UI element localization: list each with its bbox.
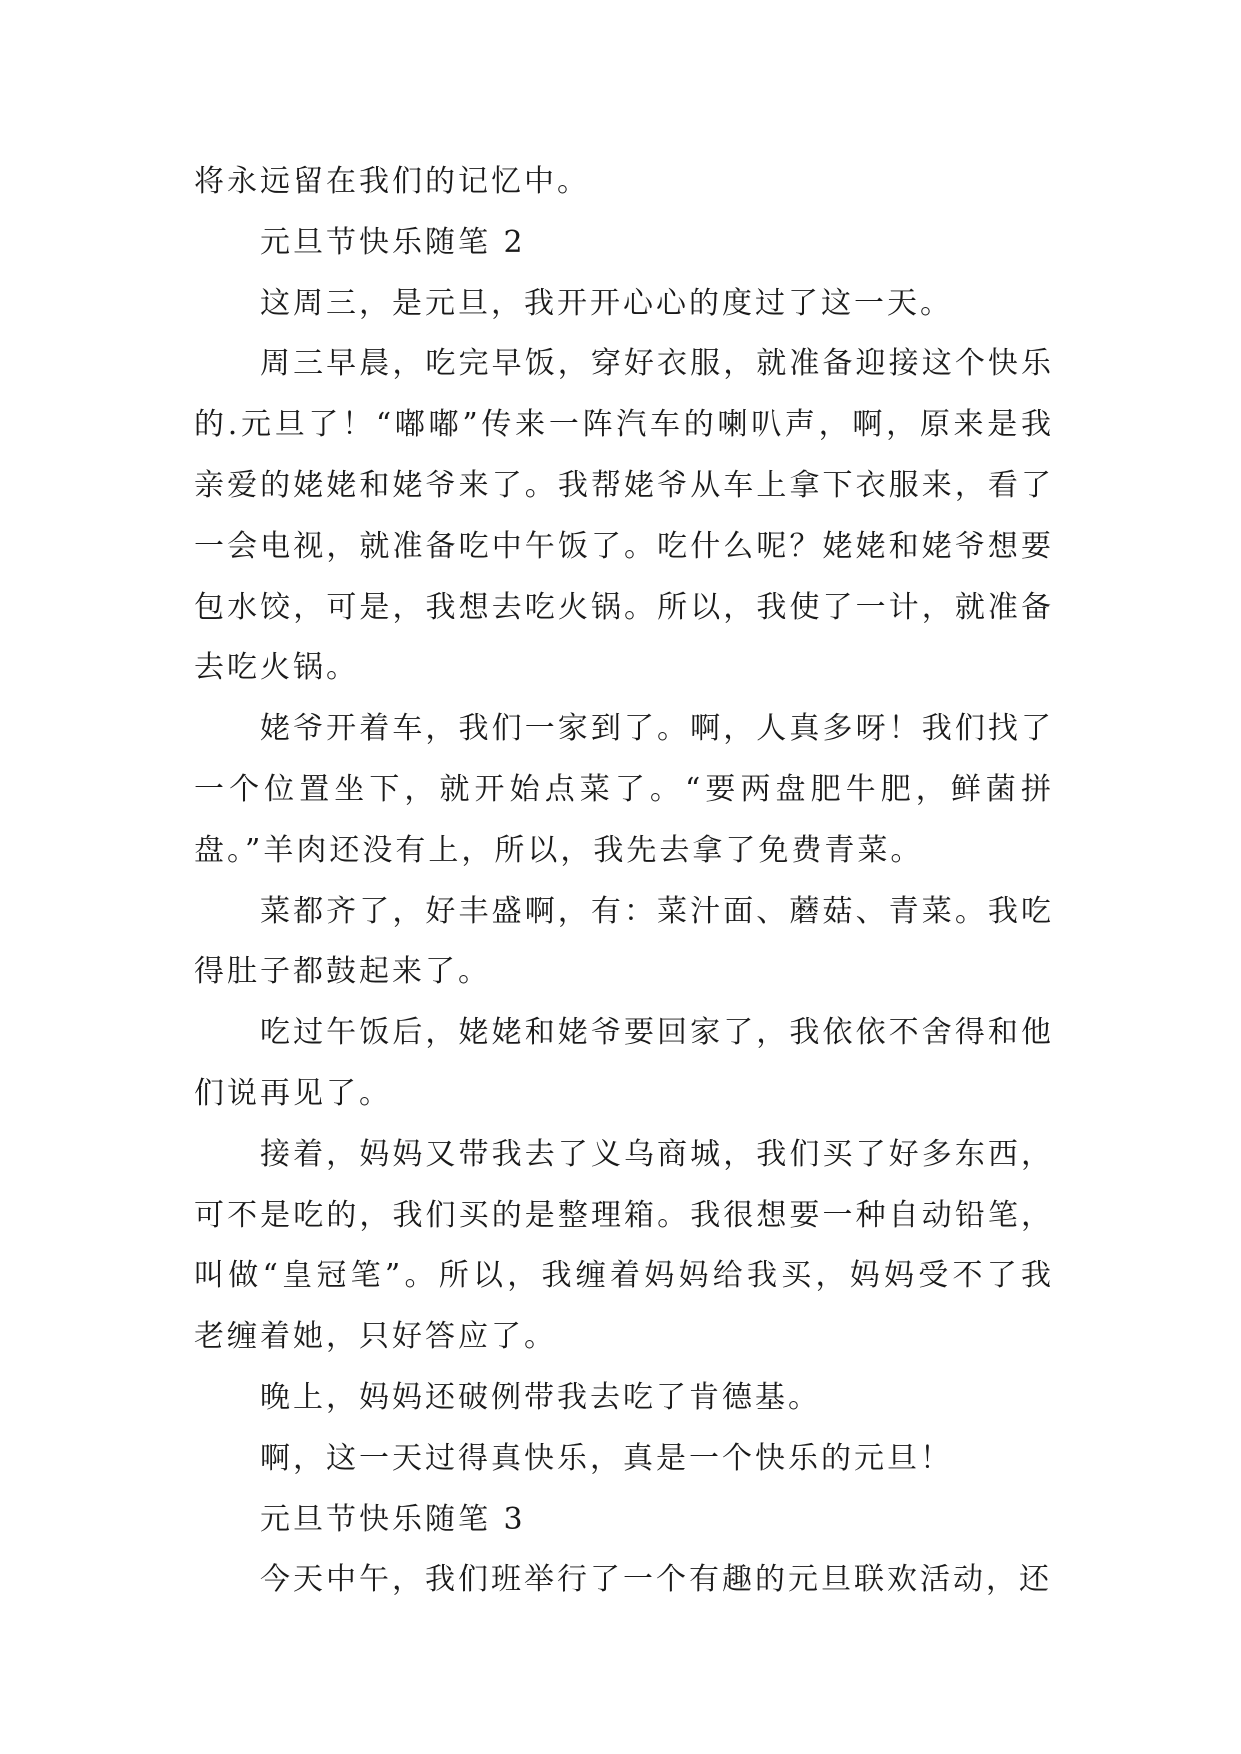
section-heading-2: 元旦节快乐随笔 2 — [260, 224, 526, 260]
paragraph: 菜都齐了，好丰盛啊，有：菜汁面、蘑菇、青菜。我吃得肚子都鼓起来了。 — [194, 893, 1054, 990]
paragraph: 晚上，妈妈还破例带我去吃了肯德基。 — [260, 1379, 821, 1415]
paragraph: 姥爷开着车，我们一家到了。啊，人真多呀！我们找了一个位置坐下，就开始点菜了。“要两盘肥牛肥，鲜菌拼盘。”羊肉还没有上，所以，我先去拿了免费青菜。 — [194, 711, 1054, 868]
paragraph: 这周三，是元旦，我开开心心的度过了这一天。 — [260, 285, 953, 321]
paragraph: 今天中午，我们班举行了一个有趣的元旦联欢活动，还 — [260, 1562, 1052, 1598]
document-body — [194, 152, 1054, 1611]
paragraph: 啊，这一天过得真快乐，真是一个快乐的元旦！ — [260, 1440, 953, 1476]
paragraph: 吃过午饭后，姥姥和姥爷要回家了，我依依不舍得和他们说再见了。 — [194, 1015, 1054, 1111]
paragraph: 接着，妈妈又带我去了义乌商城，我们买了好多东西，可不是吃的，我们买的是整理箱。我很想要一种自动铅笔，叫做“皇冠笔”。所以，我缠着妈妈给我买，妈妈受不了我老缠着她，只好答应了。 — [194, 1136, 1054, 1355]
paragraph: 周三早晨，吃完早饭，穿好衣服，就准备迎接这个快乐的.元旦了！“嘟嘟”传来一阵汽车的喇叭声，啊，原来是我亲爱的姥姥和姥爷来了。我帮姥爷从车上拿下衣服来，看了一会电视，就准备吃中午饭了。吃什么呢？姥姥和姥爷想要包水饺，可是，我想去吃火锅。所以，我使了一计，就准备去吃火锅。 — [194, 346, 1054, 686]
paragraph-continuation: 将永远留在我们的记忆中。 — [194, 164, 590, 199]
section-heading-3: 元旦节快乐随笔 3 — [260, 1501, 526, 1537]
